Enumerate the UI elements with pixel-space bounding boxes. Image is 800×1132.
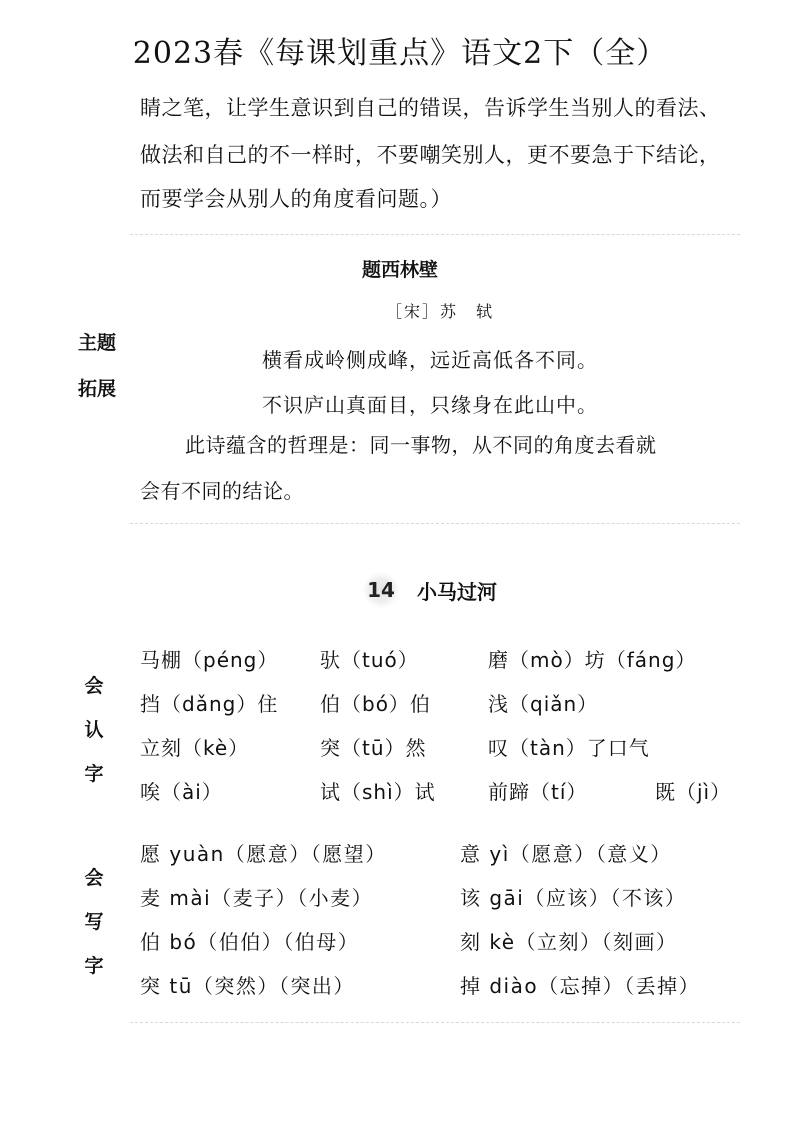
recognize-word: 挡（dǎng）住 — [140, 692, 279, 716]
recognize-word: 浅（qiǎn） — [488, 692, 599, 716]
section-label-write — [76, 856, 112, 988]
recognize-word: 立刻（kè） — [140, 736, 250, 760]
lesson-number-badge: 14 — [363, 572, 399, 608]
divider — [130, 234, 740, 235]
recognize-word: 突（tū）然 — [320, 736, 427, 760]
recognize-word: 既（jì） — [655, 780, 732, 804]
section-label-char: 字 — [84, 763, 104, 785]
write-word: 突 tū（突然）（突出） — [140, 974, 355, 998]
poem-line-1: 横看成岭侧成峰，远近高低各不同。 — [262, 348, 598, 372]
recognize-word: 唉（ài） — [140, 780, 223, 804]
recognize-word: 驮（tuó） — [320, 648, 419, 672]
intro-line-1: 睛之笔，让学生意识到自己的错误，告诉学生当别人的看法、 — [140, 96, 721, 120]
write-word: 麦 mài（麦子）（小麦） — [140, 886, 374, 910]
section-label-char: 写 — [84, 911, 104, 933]
section-label-char: 字 — [84, 955, 104, 977]
analysis-line-1: 此诗蕴含的哲理是：同一事物，从不同的角度去看就 — [185, 433, 657, 457]
analysis-line-2: 会有不同的结论。 — [140, 479, 304, 503]
write-word: 意 yì（愿意）（意义） — [460, 842, 672, 866]
section-label-recognize — [76, 664, 112, 796]
write-word: 该 gāi（应该）（不该） — [460, 886, 687, 910]
divider — [130, 523, 740, 524]
section-label-char: 会 — [84, 867, 104, 889]
recognize-word: 前蹄（tí） — [488, 780, 588, 804]
recognize-word: 磨（mò）坊（fáng） — [488, 648, 697, 672]
section-label-line: 拓展 — [77, 378, 116, 400]
recognize-word: 马棚（péng） — [140, 648, 279, 672]
poem-author: ［宋］苏 轼 — [385, 302, 494, 321]
poem-line-2: 不识庐山真面目，只缘身在此山中。 — [262, 393, 598, 417]
lesson-heading — [363, 572, 497, 608]
write-word: 刻 kè（立刻）（刻画） — [460, 930, 678, 954]
intro-line-2: 做法和自己的不一样时，不要嘲笑别人，更不要急于下结论， — [140, 143, 721, 167]
page-title: 2023春《每课划重点》语文2下（全） — [132, 36, 668, 71]
divider — [130, 1022, 740, 1023]
recognize-word: 伯（bó）伯 — [320, 692, 431, 716]
lesson-title: 小马过河 — [417, 579, 497, 604]
intro-line-3: 而要学会从别人的角度看问题。） — [140, 187, 452, 211]
recognize-word: 叹（tàn）了口气 — [488, 736, 650, 760]
section-label-line: 主题 — [77, 332, 116, 354]
write-word: 愿 yuàn（愿意）（愿望） — [140, 842, 387, 866]
section-label-char: 会 — [84, 675, 104, 697]
write-word: 伯 bó（伯伯）（伯母） — [140, 930, 360, 954]
recognize-word: 试（shì）试 — [320, 780, 436, 804]
write-word: 掉 diào（忘掉）（丢掉） — [460, 974, 701, 998]
section-label-char: 认 — [84, 719, 104, 741]
poem-title: 题西林壁 — [361, 259, 438, 281]
